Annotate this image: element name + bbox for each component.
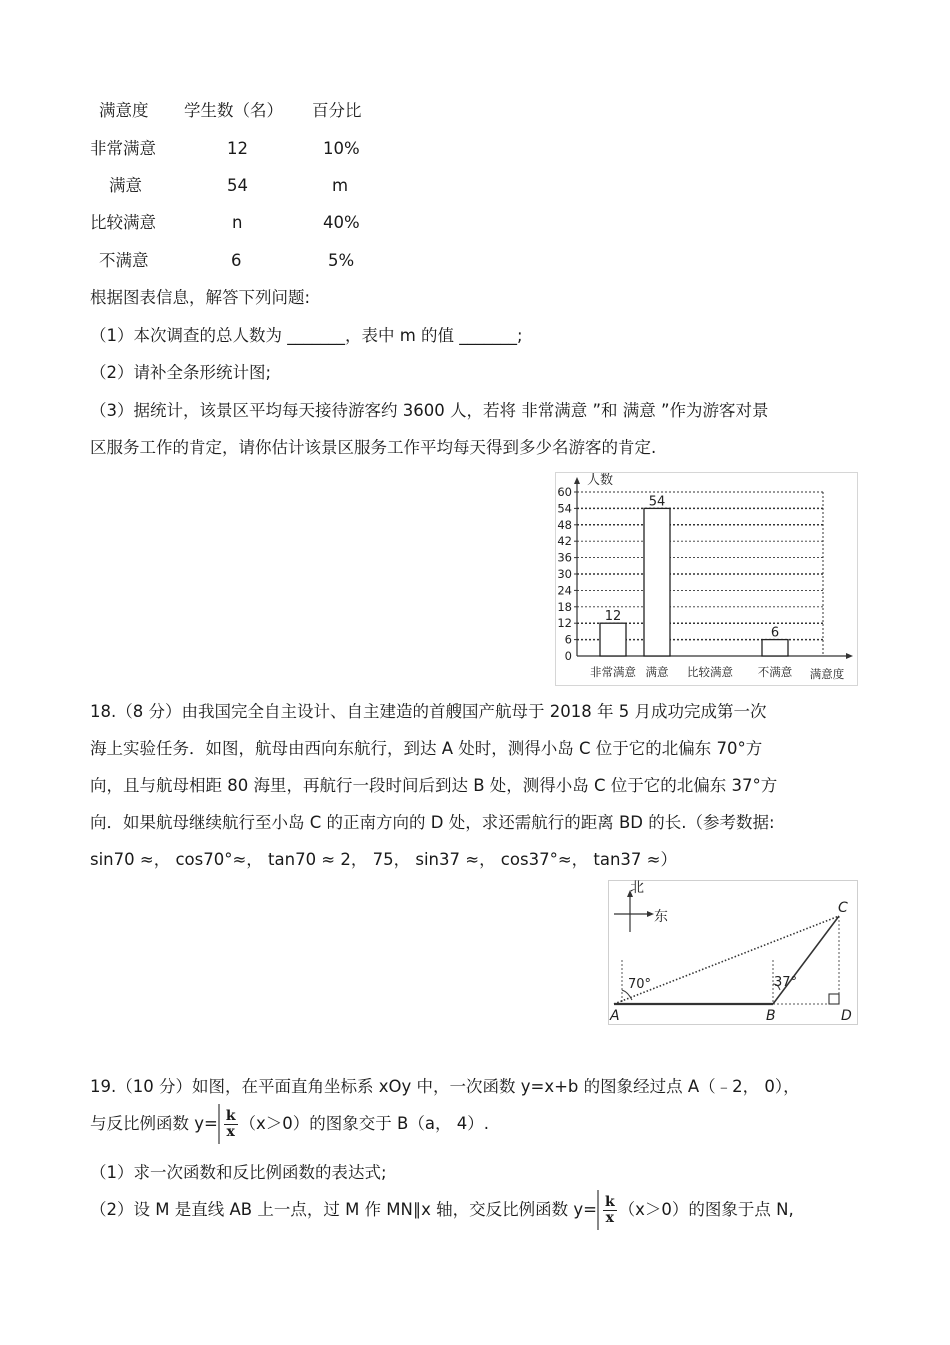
- angle-b-label: 37°: [774, 975, 798, 990]
- table-cell: 54: [227, 176, 248, 195]
- q17-part3-line1: （3）据统计，该景区平均每天接待游客约 3600 人，若将 非常满意 ”和 满意 ”作为游客对景: [90, 401, 769, 420]
- table-cell: 满意: [109, 176, 142, 195]
- category-label: 非常满意: [590, 665, 636, 679]
- y-tick-label: 54: [557, 501, 572, 516]
- north-label: 北: [630, 880, 644, 896]
- table-cell: m: [332, 176, 349, 195]
- fraction-denominator: x: [605, 1210, 614, 1226]
- category-label: 不满意: [757, 665, 793, 679]
- y-tick-label: 12: [557, 616, 572, 631]
- bar: [600, 623, 626, 656]
- category-label: 比较满意: [687, 665, 733, 679]
- fraction-numerator: k: [604, 1194, 615, 1210]
- table-cell: 12: [227, 139, 248, 158]
- table-header-percent: 百分比: [312, 101, 362, 120]
- y-axis-label: 人数: [587, 473, 614, 488]
- q18-line3: 向，且与航母相距 80 海里，再航行一段时间后到达 B 处，测得小岛 C 位于它的北偏东 37°方: [90, 776, 778, 795]
- angle-a-label: 70°: [628, 977, 652, 992]
- table-cell: 不满意: [99, 251, 149, 270]
- east-label: 东: [654, 909, 668, 925]
- bar-value-label: 12: [604, 609, 622, 625]
- bar: [762, 640, 788, 656]
- q17-intro: 根据图表信息，解答下列问题:: [90, 288, 311, 307]
- bar-value-label: 6: [770, 625, 780, 641]
- fraction-numerator: k: [225, 1108, 236, 1124]
- table-cell: 非常满意: [90, 139, 156, 158]
- y-tick-label: 42: [557, 534, 572, 549]
- y-tick-label: 0: [564, 649, 572, 663]
- bar: [644, 508, 670, 656]
- table-cell: 40%: [323, 213, 360, 232]
- bar-value-label: 54: [648, 494, 666, 510]
- point-c-label: C: [838, 900, 848, 916]
- x-axis-label: 满意度: [809, 667, 845, 681]
- q19-part1: （1）求一次函数和反比例函数的表达式;: [90, 1163, 387, 1182]
- y-tick-label: 36: [557, 550, 572, 565]
- q18-line2: 海上实验任务．如图，航母由西向东航行，到达 A 处时，测得小岛 C 位于它的北偏东 70°方: [90, 739, 763, 758]
- fraction-k-over-x: [597, 1190, 619, 1230]
- q18-line1: 18.（8 分）由我国完全自主设计、自主建造的首艘国产航母于 2018 年 5 月成功完成第一次: [90, 702, 767, 721]
- y-tick-label: 24: [557, 583, 572, 598]
- table-cell: n: [232, 213, 243, 232]
- q17-part2: （2）请补全条形统计图;: [90, 363, 272, 382]
- fraction-denominator: x: [226, 1124, 235, 1140]
- y-tick-label: 60: [557, 485, 572, 499]
- table-header-students: 学生数（名）: [184, 101, 283, 120]
- q19-part2-suffix: （x＞0）的图象于点 N,: [618, 1200, 794, 1219]
- q19-part2-prefix: （2）设 M 是直线 AB 上一点，过 M 作 MN∥x 轴，交反比例函数 y=: [90, 1200, 597, 1219]
- point-d-label: D: [841, 1008, 852, 1024]
- point-a-label: A: [610, 1008, 620, 1024]
- table-cell: 10%: [323, 139, 360, 158]
- table-cell: 比较满意: [90, 213, 156, 232]
- navigation-diagram: [608, 880, 858, 1025]
- q19-part2: [90, 1190, 794, 1230]
- q19-line2-prefix: 与反比例函数 y=: [90, 1114, 218, 1133]
- category-label: 满意: [645, 665, 669, 679]
- q18-line5: sin70 ≈， cos70°≈， tan70 ≈ 2， 75， sin37 ≈， cos37°≈， tan37 ≈）: [90, 850, 677, 869]
- table-header-satisfaction: 满意度: [99, 101, 149, 120]
- q19-line2-suffix: （x＞0）的图象交于 B（a， 4）.: [239, 1114, 489, 1133]
- fraction-k-over-x: [218, 1104, 240, 1144]
- y-tick-label: 30: [557, 567, 572, 581]
- q17-part1: （1）本次调查的总人数为 _______，表中 m 的值 _______;: [90, 326, 523, 345]
- q18-line4: 向．如果航母继续航行至小岛 C 的正南方向的 D 处，求还需航行的距离 BD 的长.（参考数据:: [90, 813, 775, 832]
- y-tick-label: 18: [557, 599, 572, 614]
- table-cell: 6: [231, 251, 242, 270]
- y-tick-label: 48: [557, 517, 572, 532]
- point-b-label: B: [766, 1008, 776, 1024]
- bar-chart: [555, 472, 858, 686]
- q19-line1: 19.（10 分）如图，在平面直角坐标系 xOy 中，一次函数 y=x+b 的图象经过点 A（﹣2， 0），: [90, 1077, 800, 1096]
- y-tick-label: 6: [564, 632, 572, 647]
- q17-part3-line2: 区服务工作的肯定，请你估计该景区服务工作平均每天得到多少名游客的肯定.: [90, 438, 657, 457]
- q19-line2: [90, 1104, 489, 1144]
- table-cell: 5%: [328, 251, 355, 270]
